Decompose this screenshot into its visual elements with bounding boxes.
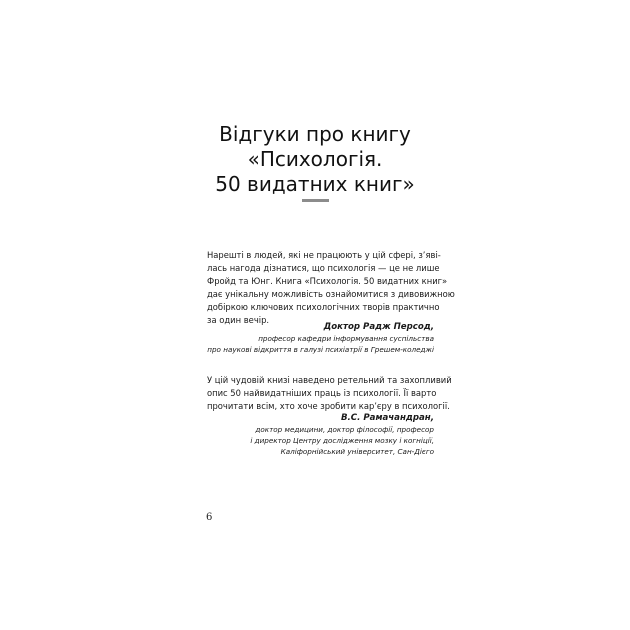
quote-line: Фройд та Юнг. Книга «Психологія. 50 видатних книг» [207, 276, 448, 286]
reviewer-credentials: і директор Центру дослідження мозку і когніції, [250, 436, 434, 445]
reviewer-credentials: Каліфорнійський університет, Сан-Дієго [280, 447, 434, 456]
quote-line: прочитати всім, хто хоче зробити кар’єру в психології. [207, 401, 450, 411]
title-line-2: «Психологія. [247, 147, 383, 171]
title-line-3: 50 видатних книг» [215, 172, 415, 196]
quote-line: добіркою ключових психологічних творів практично [207, 302, 440, 312]
quote-line: лась нагода дізнатися, що психологія — це не лише [207, 263, 440, 273]
review-quote-2 [207, 374, 452, 413]
title-line-1: Відгуки про книгу [219, 122, 411, 146]
quote-line: дає унікальну можливість ознайомитися з дивовижною [207, 289, 455, 299]
quote-line: за один вечір. [207, 315, 270, 325]
page-number: 6 [206, 512, 213, 523]
title-divider [302, 199, 329, 202]
review-attribution-1 [207, 321, 434, 355]
review-attribution-2 [250, 412, 434, 457]
quote-line: У цій чудовій книзі наведено ретельний та захопливий [207, 375, 452, 385]
page-title [190, 122, 440, 197]
reviewer-name: Доктор Радж Персод, [323, 322, 434, 332]
reviewer-name: В.С. Рамачандран, [340, 413, 434, 423]
reviewer-credentials: доктор медицини, доктор філософії, професор [255, 425, 434, 434]
reviewer-credentials: про наукові відкриття в галузі психіатрії в Грешем-коледжі [207, 345, 434, 354]
quote-line: опис 50 найвидатніших праць із психології. Її варто [207, 388, 437, 398]
reviewer-credentials: професор кафедри інформування суспільства [258, 334, 434, 343]
quote-line: Нарешті в людей, які не працюють у цій сфері, з’яві- [207, 250, 441, 260]
